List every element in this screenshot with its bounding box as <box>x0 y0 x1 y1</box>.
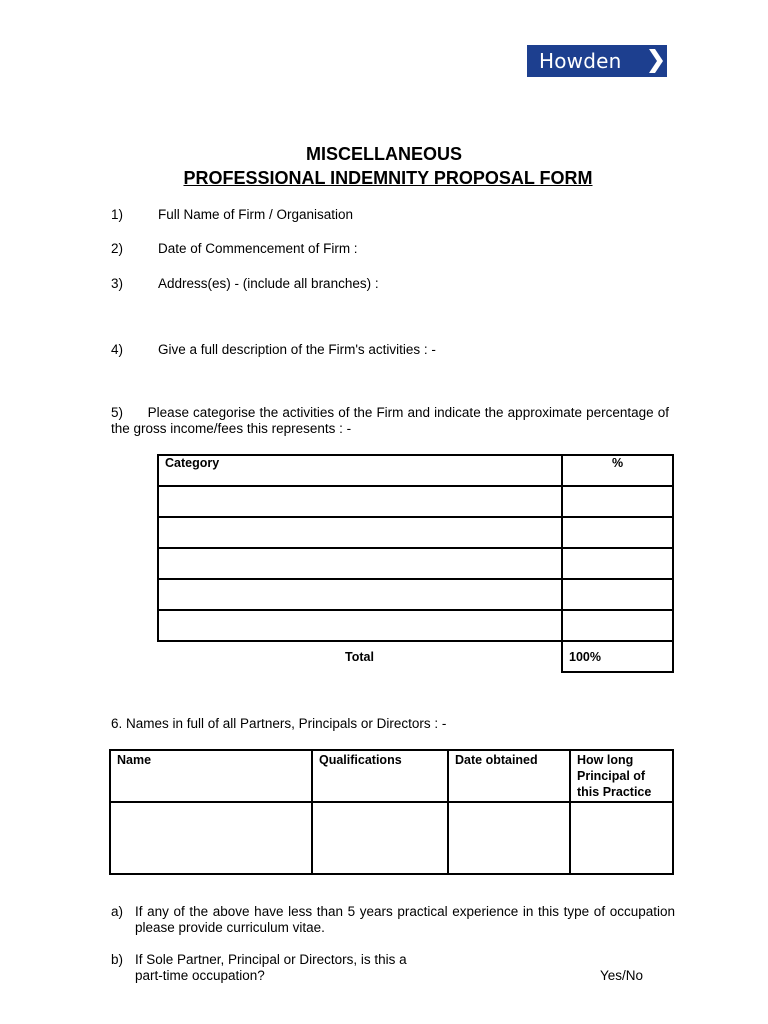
question-text-line1: If Sole Partner, Principal or Directors, is this a <box>135 952 407 967</box>
qualifications-cell[interactable] <box>312 802 448 874</box>
question-text: Full Name of Firm / Organisation <box>158 207 354 222</box>
question-number: 5) <box>111 405 124 420</box>
question-b <box>111 952 675 984</box>
how-long-principal-header: How long Principal of this Practice <box>570 750 673 802</box>
category-cell[interactable] <box>158 548 562 579</box>
yes-no-answer[interactable]: Yes/No <box>600 968 644 983</box>
question-number: 1) <box>111 207 124 222</box>
question-text: Date of Commencement of Firm : <box>158 241 358 256</box>
question-number: 2) <box>111 241 124 256</box>
total-row <box>158 641 673 672</box>
date-obtained-header: Date obtained <box>448 750 570 802</box>
how-long-cell[interactable] <box>570 802 673 874</box>
category-cell[interactable] <box>158 486 562 517</box>
category-cell[interactable] <box>158 517 562 548</box>
total-value: 100% <box>562 641 673 672</box>
percent-cell[interactable] <box>562 548 673 579</box>
question-a <box>111 904 675 936</box>
logo-text: Howden <box>539 49 622 73</box>
name-cell[interactable] <box>110 802 312 874</box>
category-cell[interactable] <box>158 579 562 610</box>
percent-cell[interactable] <box>562 486 673 517</box>
chevron-right-icon <box>645 45 665 77</box>
table-row <box>158 548 673 579</box>
total-label: Total <box>345 650 374 664</box>
question-label: a) <box>111 904 124 919</box>
percent-cell[interactable] <box>562 517 673 548</box>
question-text-line2: part-time occupation? <box>135 968 265 983</box>
date-obtained-cell[interactable] <box>448 802 570 874</box>
question-6: 6. Names in full of all Partners, Principals or Directors : - <box>111 716 447 731</box>
percent-cell[interactable] <box>562 610 673 641</box>
percent-header: % <box>562 455 673 486</box>
howden-logo <box>527 45 667 77</box>
table-row <box>110 802 673 874</box>
qualifications-header: Qualifications <box>312 750 448 802</box>
question-text: Give a full description of the Firm's activities : - <box>158 342 436 357</box>
question-number: 3) <box>111 276 124 291</box>
form-title-line2: PROFESSIONAL INDEMNITY PROPOSAL FORM <box>183 168 593 188</box>
category-cell[interactable] <box>158 610 562 641</box>
question-text: Address(es) - (include all branches) : <box>158 276 379 291</box>
category-header: Category <box>158 455 562 486</box>
table-row <box>158 517 673 548</box>
question-5 <box>111 405 669 437</box>
table-row <box>158 486 673 517</box>
question-number: 4) <box>111 342 124 357</box>
question-text: Please categorise the activities of the Firm and indicate the approximate percentage of the gross income/fees this represents : - <box>111 405 669 436</box>
question-text: If any of the above have less than 5 years practical experience in this type of occupation please provide curriculum vitae. <box>135 904 675 935</box>
table-header-row <box>110 750 673 802</box>
table-row <box>158 579 673 610</box>
percent-cell[interactable] <box>562 579 673 610</box>
question-label: b) <box>111 952 124 967</box>
table-header-row <box>158 455 673 486</box>
category-table <box>157 454 674 673</box>
form-title-line1: MISCELLANEOUS <box>305 144 462 164</box>
name-header: Name <box>110 750 312 802</box>
partners-table <box>109 749 674 875</box>
table-row <box>158 610 673 641</box>
